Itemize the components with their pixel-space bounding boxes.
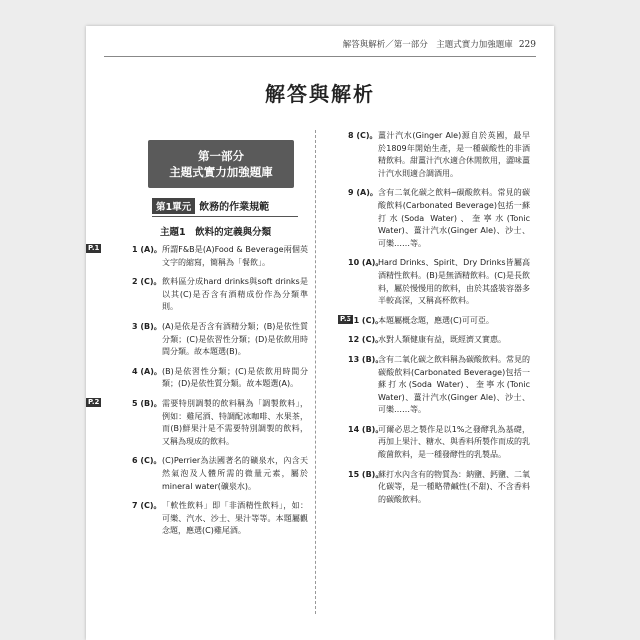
answer-explanation: (B)是依習性分類；(C)是依飲用時間分類；(D)是依性質分類。故本題選(A)。 bbox=[162, 366, 308, 389]
unit-badge: 第1單元 bbox=[152, 198, 195, 214]
page-title: 解答與解析 bbox=[265, 82, 375, 106]
answer-item bbox=[132, 276, 308, 314]
answer-item bbox=[132, 455, 308, 493]
right-column bbox=[340, 130, 530, 513]
answer-item bbox=[348, 354, 530, 417]
column-divider bbox=[315, 130, 316, 614]
answer-number: 13 (B)。 bbox=[348, 354, 384, 364]
answer-number: 2 (C)。 bbox=[132, 277, 162, 287]
answer-number: 15 (B)。 bbox=[348, 469, 384, 479]
book-page bbox=[86, 26, 554, 640]
answer-number: 5 (B)。 bbox=[132, 398, 162, 408]
answer-explanation: 飲料區分成hard drinks與soft drinks是以其(C)是否含有酒精成份作為分類準則。 bbox=[162, 277, 308, 312]
answer-number: 3 (B)。 bbox=[132, 321, 162, 331]
answer-number: 6 (C)。 bbox=[132, 456, 162, 466]
answer-explanation: (C)Perrier為法國著名的礦泉水，內含天然氣泡及人體所需的微量元素，屬於mineral water(礦泉水)。 bbox=[162, 456, 308, 491]
answer-explanation: 「軟性飲料」即「非酒精性飲料」，如：可樂、汽水、沙士、果汁等等。本題屬觀念題，應選(C)雞尾酒。 bbox=[162, 501, 308, 536]
answer-item bbox=[88, 244, 308, 269]
unit-title: 飲務的作業規範 bbox=[199, 202, 270, 213]
answer-explanation: (A)是依是否含有酒精分類；(B)是依性質分類；(C)是依習性分類；(D)是依飲用時間分類。故本題選(B)。 bbox=[162, 321, 308, 357]
header-rule bbox=[104, 56, 536, 57]
answer-explanation: Hard Drinks、Spirit、Dry Drinks皆屬高酒精性飲料。(B)是無酒精飲料。(C)是長飲料，屬於慢慢用的飲料，由於其盛裝容器多半較高深，又稱高杯飲料。 bbox=[378, 258, 530, 306]
answer-item bbox=[132, 366, 308, 391]
answer-number: 14 (B)。 bbox=[348, 424, 384, 434]
answer-number: 11 (C)。 bbox=[348, 315, 384, 325]
answer-item bbox=[348, 130, 530, 180]
page-reference-marker: P.1 bbox=[88, 244, 100, 252]
answer-item bbox=[88, 397, 308, 448]
answer-item bbox=[348, 257, 530, 307]
running-head-text: 解答與解析／第一部分 主題式實力加強題庫 bbox=[342, 40, 513, 50]
topic-heading: 主題1 飲料的定義與分類 bbox=[160, 227, 272, 238]
answer-explanation: 所謂F&B是(A)Food & Beverage兩個英文字的縮寫，簡稱為「餐飲」。 bbox=[162, 245, 308, 267]
left-column bbox=[88, 244, 308, 545]
answer-number: 12 (C)。 bbox=[348, 335, 384, 345]
answer-item bbox=[348, 334, 530, 347]
answer-explanation: 可爾必思之製作是以1%之發酵乳為基礎，再加上果汁、糖水、與香料所製作而成的乳酸菌飲料，是一種發酵性的乳製品。 bbox=[378, 424, 530, 460]
answer-explanation: 薑汁汽水(Ginger Ale)源自於英國，最早於1809年開始生產，是一種碳酸性的非酒精飲料。甜薑汁汽水適合休閒飲用，澀味薑汁汽水則適合調酒用。 bbox=[378, 131, 530, 178]
answer-item bbox=[348, 187, 530, 250]
answer-explanation: 蘇打水內含有的物質為：鈉鹽、鈣鹽、二氧化碳等，是一種略帶鹹性(不甜)、不含香料的碳酸飲料。 bbox=[378, 469, 530, 504]
answer-explanation: 含有二氧化碳之飲料─碳酸飲料。常見的碳酸飲料(Carbonated Beverage)包括一蘇打水(Soda Water)、奎寧水(Tonic Water)、薑汁汽水(Ginger Ale)、沙士、可樂……等。 bbox=[378, 188, 530, 248]
page-number: 229 bbox=[518, 40, 536, 50]
part-banner bbox=[148, 140, 294, 188]
answer-item bbox=[340, 314, 530, 328]
answer-item bbox=[348, 469, 530, 507]
answer-number: 7 (C)。 bbox=[132, 501, 162, 511]
answer-number: 9 (A)。 bbox=[348, 188, 378, 198]
answer-explanation: 本題屬概念題，應選(C)可可亞。 bbox=[378, 315, 494, 325]
answer-item bbox=[348, 424, 530, 462]
answer-explanation: 水對人類健康有益，既經濟又實惠。 bbox=[378, 335, 506, 345]
answer-number: 4 (A)。 bbox=[132, 366, 162, 376]
page-reference-marker: P.2 bbox=[88, 397, 100, 406]
part-banner-line1: 第一部分 bbox=[198, 149, 244, 163]
running-head bbox=[343, 38, 536, 50]
answer-number: 1 (A)。 bbox=[132, 245, 162, 254]
answer-item bbox=[132, 321, 308, 359]
answer-item bbox=[132, 500, 308, 538]
answer-explanation: 含有二氧化碳之飲料稱為碳酸飲料。常見的碳酸飲料(Carbonated Beverage)包括一蘇打水(Soda Water)、奎寧水(Tonic Water)、薑汁汽水(Ginger Ale)、沙士、可樂……等。 bbox=[378, 354, 530, 415]
answer-number: 8 (C)。 bbox=[348, 131, 378, 140]
answer-explanation: 需要特別調製的飲料稱為「調製飲料」，例如：雞尾酒、特調配冰咖啡、水果茶，而(B)鮮果汁是不需要特別調製的飲料，又稱為現成的飲料。 bbox=[162, 398, 308, 446]
part-banner-line2: 主題式實力加強題庫 bbox=[169, 165, 273, 179]
answer-number: 10 (A)。 bbox=[348, 258, 384, 268]
page-reference-marker: P.3 bbox=[340, 314, 352, 323]
unit-heading bbox=[152, 198, 298, 217]
